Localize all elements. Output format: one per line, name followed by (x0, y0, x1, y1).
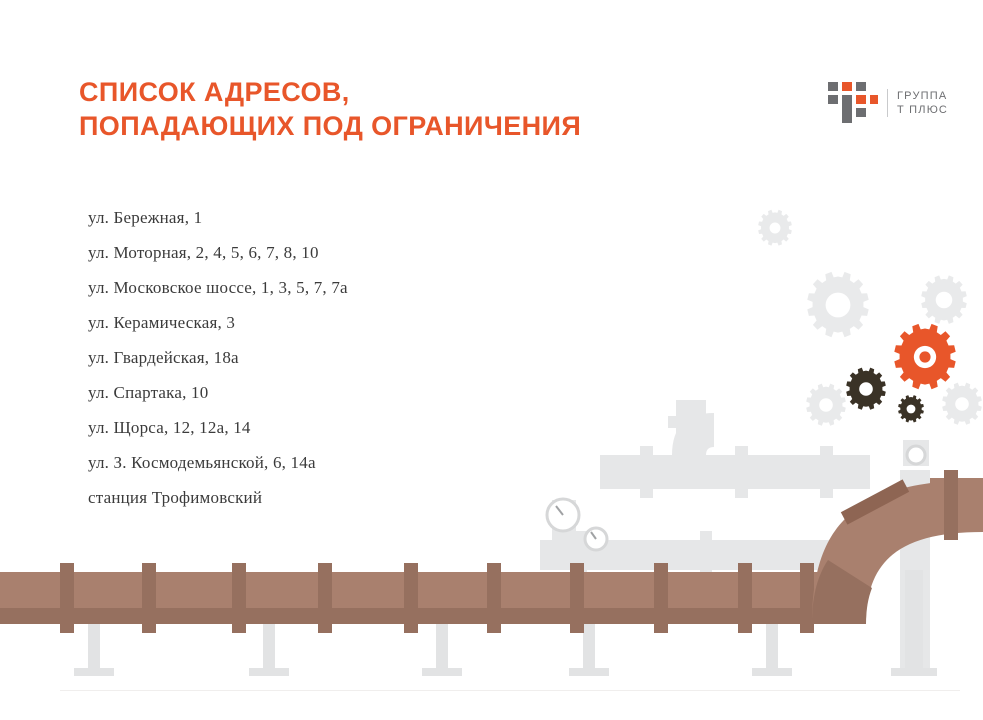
list-item: ул. Бережная, 1 (88, 208, 203, 227)
title-line-2: ПОПАДАЮЩИХ ПОД ОГРАНИЧЕНИЯ (79, 111, 582, 141)
logo-line-1: ГРУППА (897, 90, 948, 102)
list-item: ул. Гвардейская, 18а (88, 348, 239, 367)
list-item: станция Трофимовский (88, 488, 263, 507)
list-item: ул. З. Космодемьянской, 6, 14а (88, 453, 316, 472)
list-item: ул. Щорса, 12, 12а, 14 (88, 418, 251, 437)
address-list (88, 200, 708, 515)
page-title (79, 75, 719, 143)
logo-wordmark (887, 89, 948, 117)
title-line-1: СПИСОК АДРЕСОВ, (79, 77, 350, 107)
footer-divider (60, 690, 960, 691)
list-item: ул. Московское шоссе, 1, 3, 5, 7, 7а (88, 278, 348, 297)
list-item: ул. Спартака, 10 (88, 383, 209, 402)
logo-line-2: Т ПЛЮС (897, 104, 949, 116)
list-item: ул. Керамическая, 3 (88, 313, 236, 332)
brand-logo (826, 78, 956, 128)
t-plus-logo-icon (826, 80, 878, 126)
list-item: ул. Моторная, 2, 4, 5, 6, 7, 8, 10 (88, 243, 319, 262)
